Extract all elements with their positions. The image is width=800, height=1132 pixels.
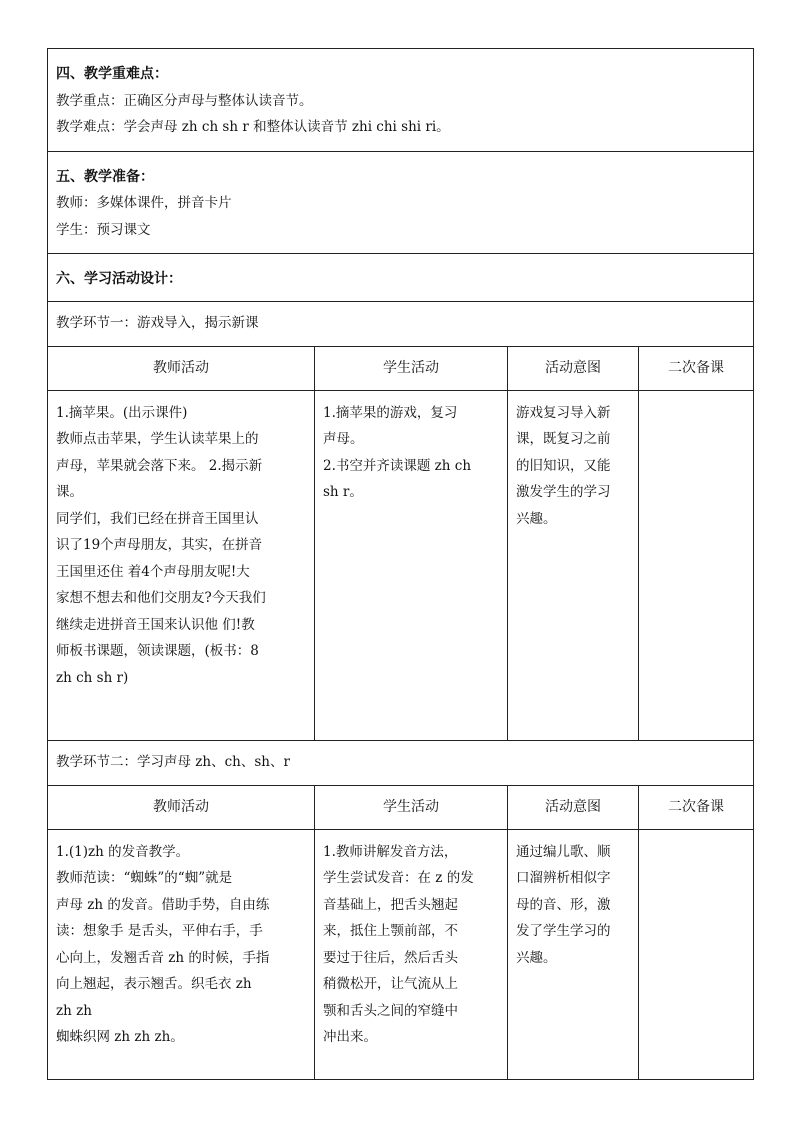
stage-title: 教学环节一：游戏导入，揭示新课: [48, 301, 754, 346]
text-line: 1.(1)zh 的发音教学。: [56, 843, 190, 860]
column-header: 二次备课: [639, 785, 754, 829]
second-prep-cell: [639, 390, 754, 740]
section-activity-design: [48, 254, 754, 302]
stage-2-title-row: [48, 740, 754, 785]
section-heading: 四、教学重难点：: [56, 66, 168, 82]
section-heading: 六、学习活动设计：: [56, 271, 182, 287]
text-line: 的旧知识，又能: [516, 457, 611, 474]
text-line: 课，既复习之前: [516, 431, 611, 447]
text-line: 读：想象手 是舌头，平伸右手，手: [56, 923, 263, 939]
text-line: sh r。: [323, 484, 363, 500]
activity-intent-cell: [508, 829, 639, 1079]
section-key-points: [48, 49, 754, 152]
text-line: 王国里还住 着4个声母朋友呢!大: [56, 563, 250, 580]
text-line: 兴趣。: [516, 510, 557, 527]
text-line: 音基础上，把舌头翘起: [323, 896, 458, 913]
text-line: zh zh: [56, 1002, 92, 1019]
text-line: 稍微松开，让气流从上: [323, 976, 458, 992]
column-header: 二次备课: [639, 346, 754, 390]
text-line: 识了19个声母朋友，其实，在拼音: [56, 537, 263, 553]
difficulty-line: 教学难点：学会声母 zh ch sh r 和整体认读音节 zhi chi shi ri。: [56, 119, 450, 135]
student-activity-cell: [315, 390, 508, 740]
stage-1-content-row: [48, 390, 754, 740]
text-line: 教师范读：“蜘蛛”的“蜘”就是: [56, 870, 233, 886]
text-line: 激发学生的学习: [516, 484, 611, 500]
text-line: 通过编儿歌、顺: [516, 843, 611, 860]
teacher-activity-cell: [48, 390, 315, 740]
text-line: 2.书空并齐读课题 zh ch: [323, 457, 472, 474]
text-line: 继续走进拼音王国来认识他 们!教: [56, 616, 255, 633]
text-line: 1.摘苹果。(出示课件): [56, 404, 188, 421]
text-line: 学生尝试发音：在 z 的发: [323, 870, 474, 886]
text-line: 兴趣。: [516, 949, 557, 966]
column-header: 教师活动: [48, 785, 315, 829]
text-line: 口溜辨析相似字: [516, 870, 611, 886]
text-line: 冲出来。: [323, 1029, 377, 1045]
stage-1-title-row: [48, 301, 754, 346]
column-header-row: [48, 785, 754, 829]
column-header: 学生活动: [315, 346, 508, 390]
text-line: 颚和舌头之间的窄缝中: [323, 1002, 458, 1019]
text-line: 发了学生学习的: [516, 923, 611, 939]
text-line: 家想不想去和他们交朋友?今天我们: [56, 590, 266, 606]
column-header: 教师活动: [48, 346, 315, 390]
text-line: 声母，苹果就会落下来。 2.揭示新: [56, 457, 263, 474]
text-line: 师板书课题，领读课题，(板书：8: [56, 643, 259, 659]
text-line: 教师点击苹果，学生认读苹果上的: [56, 431, 259, 447]
column-header: 活动意图: [508, 785, 639, 829]
text-line: 蜘蛛织网 zh zh zh。: [56, 1029, 184, 1045]
text-line: 1.教师讲解发音方法，: [323, 843, 458, 860]
section-heading: 五、教学准备：: [56, 168, 154, 185]
key-point-line: 教学重点：正确区分声母与整体认读音节。: [56, 92, 313, 109]
student-prep-line: 学生：预习课文: [56, 221, 151, 238]
text-line: 游戏复习导入新: [516, 404, 611, 421]
stage-2-content-row: [48, 829, 754, 1079]
section-preparation: [48, 151, 754, 254]
lesson-plan-table: [47, 48, 754, 1080]
activity-intent-cell: [508, 390, 639, 740]
text-line: 声母。: [323, 431, 364, 447]
lesson-plan-page: [47, 48, 753, 1080]
column-header-row: [48, 346, 754, 390]
text-line: 心向上，发翘舌音 zh 的时候，手指: [56, 949, 270, 966]
text-line: 来，抵住上颚前部，不: [323, 923, 458, 939]
teacher-prep-line: 教师：多媒体课件，拼音卡片: [56, 195, 232, 211]
text-line: zh ch sh r): [56, 669, 129, 686]
text-line: 声母 zh 的发音。借助手势，自由练: [56, 896, 270, 913]
text-line: 向上翘起，表示翘舌。织毛衣 zh: [56, 976, 252, 992]
stage-title: 教学环节二：学习声母 zh、ch、sh、r: [48, 740, 754, 785]
text-line: 课。: [56, 484, 83, 500]
student-activity-cell: [315, 829, 508, 1079]
text-line: 要过于往后，然后舌头: [323, 949, 458, 966]
teacher-activity-cell: [48, 829, 315, 1079]
text-line: 母的音、形，激: [516, 896, 611, 913]
text-line: 1.摘苹果的游戏，复习: [323, 404, 458, 421]
text-line: 同学们，我们已经在拼音王国里认: [56, 510, 259, 527]
second-prep-cell: [639, 829, 754, 1079]
column-header: 学生活动: [315, 785, 508, 829]
column-header: 活动意图: [508, 346, 639, 390]
